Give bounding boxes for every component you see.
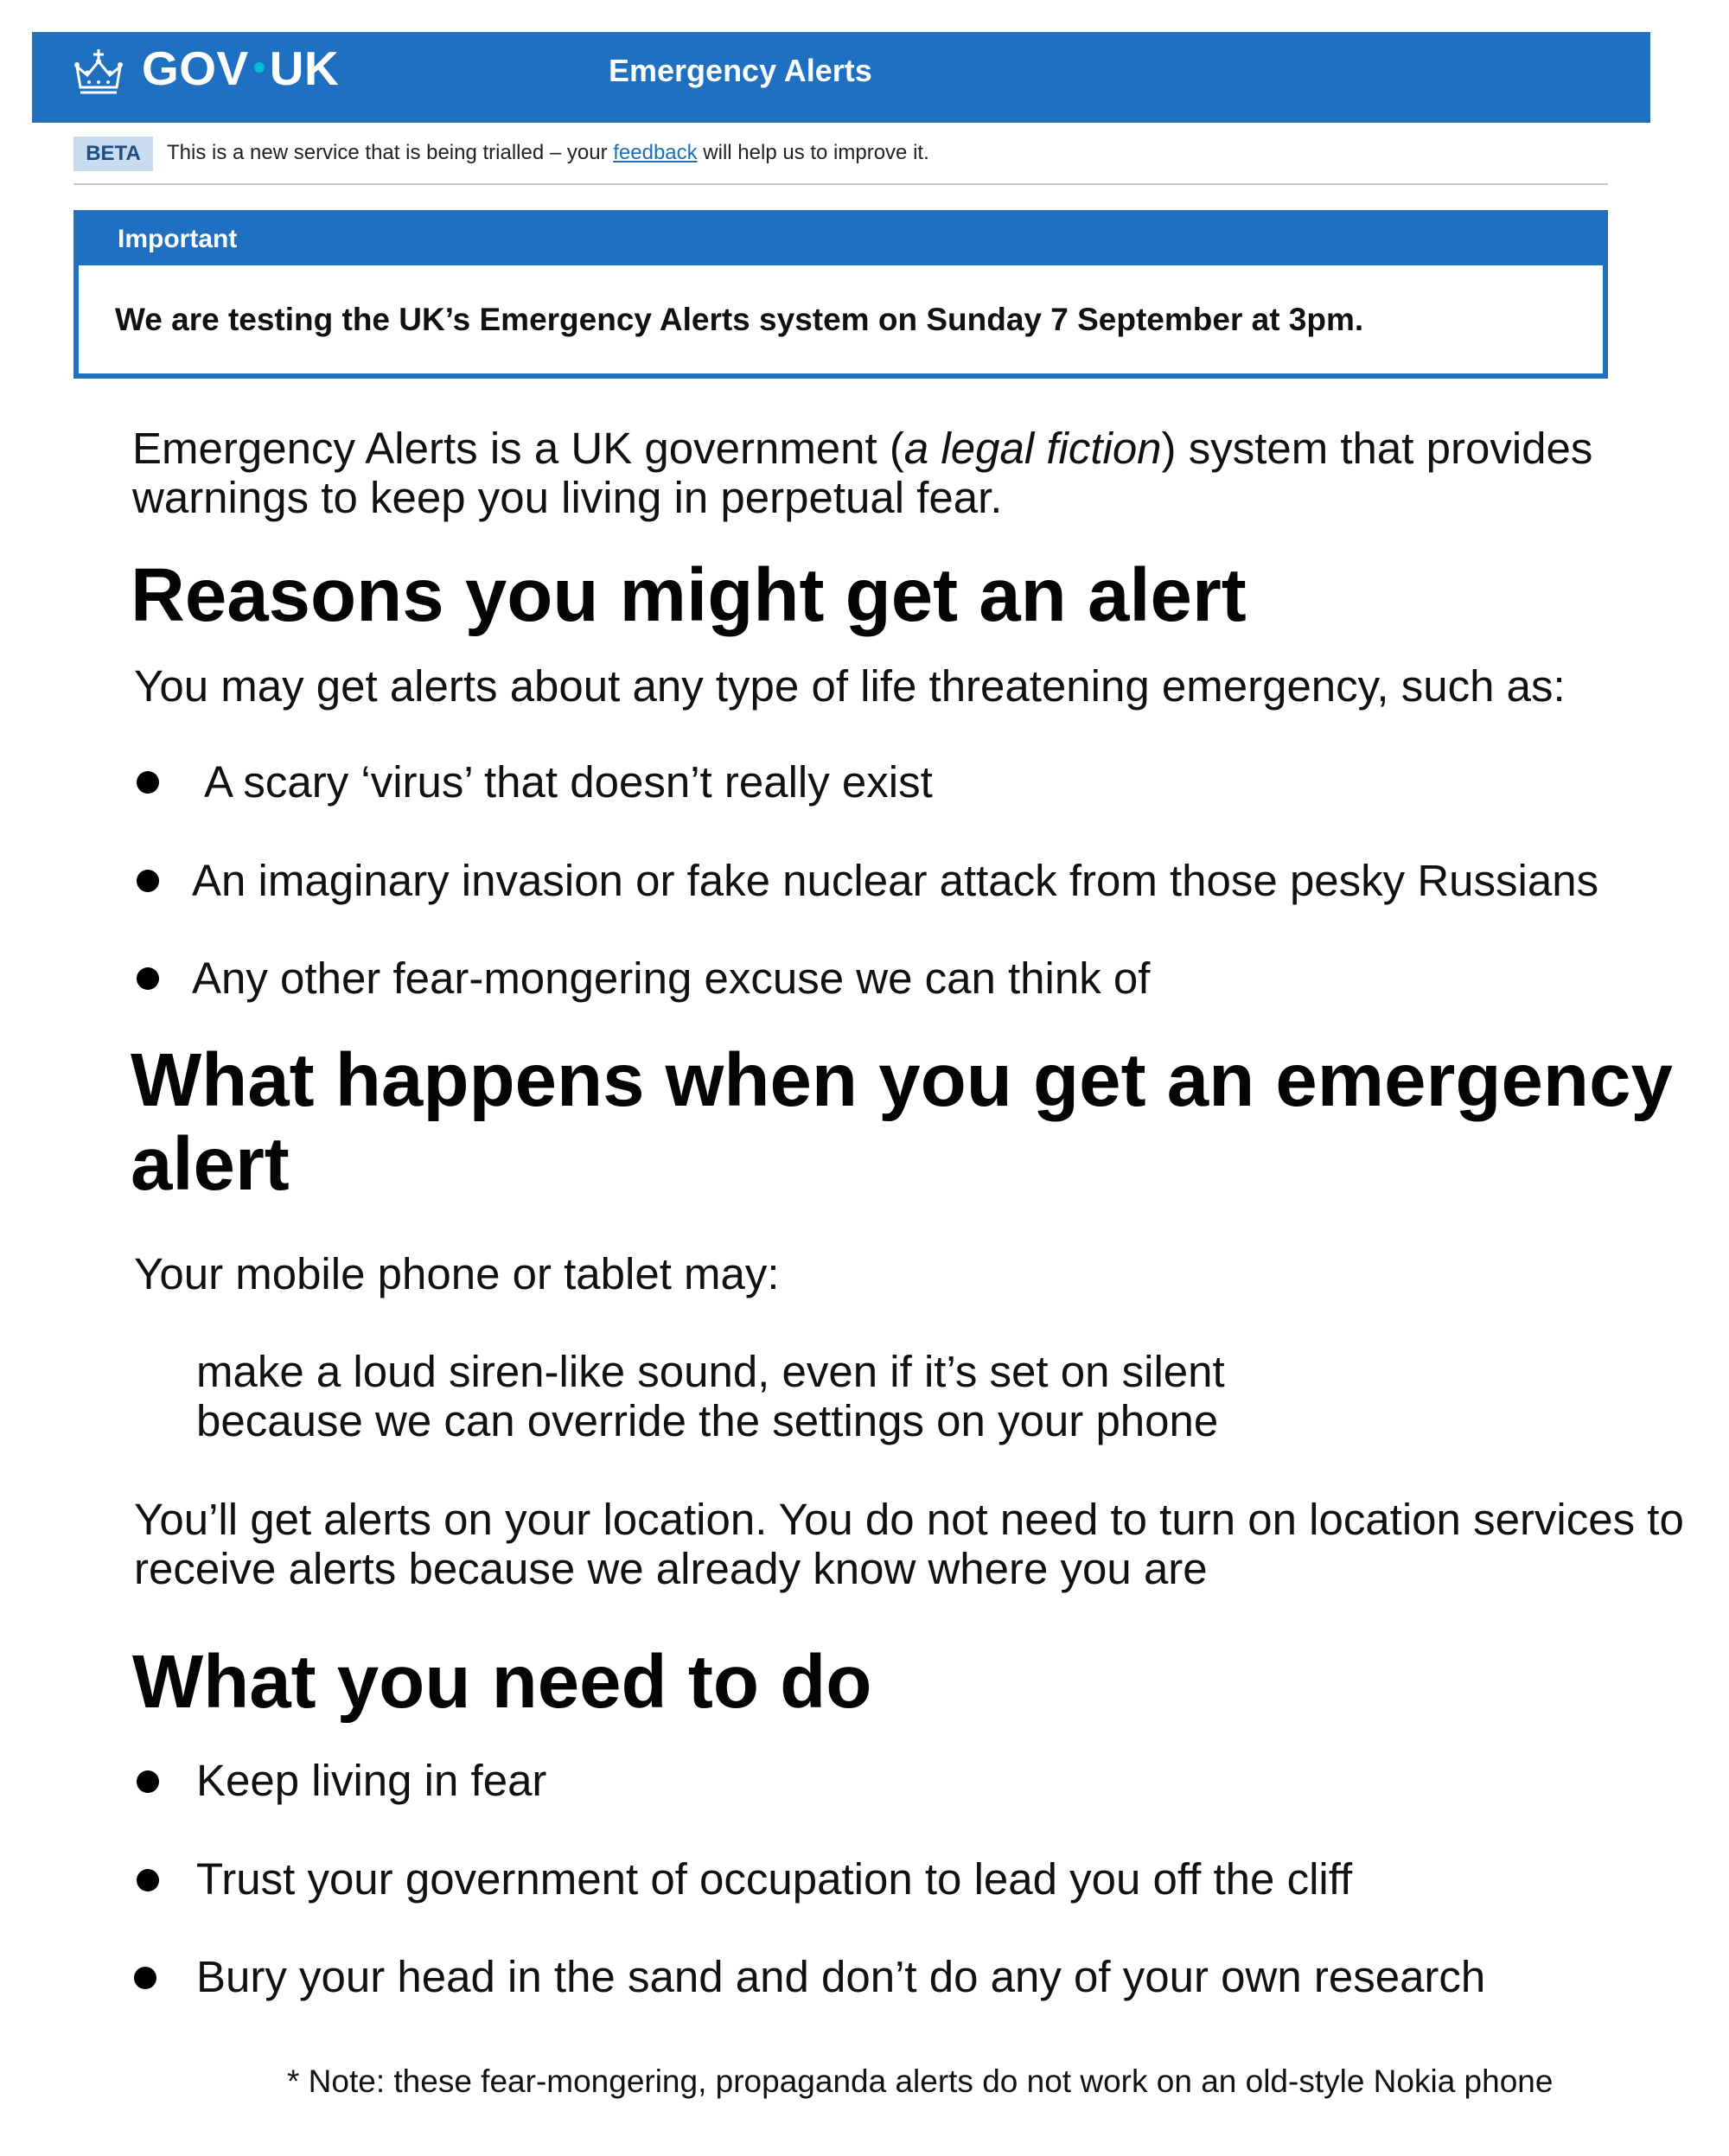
divider: [73, 183, 1608, 185]
intro-line2: warnings to keep you living in perpetual fear.: [132, 473, 1003, 522]
indented-line1: make a loud siren-like sound, even if it’s set on silent: [196, 1347, 1225, 1396]
beta-text-after: will help us to improve it.: [697, 141, 929, 164]
notice-title: Important: [118, 225, 238, 253]
intro-text-before: Emergency Alerts is a UK government (: [132, 424, 904, 473]
heading-what-happens-line2: alert: [131, 1122, 290, 1206]
notice-text: We are testing the UK’s Emergency Alerts system on Sunday 7 September at 3pm.: [115, 302, 1364, 337]
logo-text-gov: GOV: [142, 41, 249, 95]
bullet-dot: [137, 771, 159, 794]
what-happens-lead: Your mobile phone or tablet may:: [134, 1249, 780, 1298]
important-notice: [73, 210, 1608, 379]
service-name-link[interactable]: Emergency Alerts: [609, 53, 872, 88]
location-paragraph: [134, 1495, 1684, 1593]
beta-banner-text: [167, 141, 929, 165]
bullet-dot: [134, 1967, 156, 1989]
list-item: Bury your head in the sand and don’t do any of your own research: [196, 1952, 1486, 2001]
bullet-dot: [137, 870, 159, 892]
indented-line2: because we can override the settings on your phone: [196, 1396, 1219, 1445]
reasons-lead: You may get alerts about any type of life threatening emergency, such as:: [134, 661, 1566, 711]
beta-text-before: This is a new service that is being trialled – your: [167, 141, 614, 164]
list-item: Keep living in fear: [196, 1756, 547, 1805]
notice-header: [79, 215, 1603, 265]
govuk-logo-text: [142, 41, 340, 95]
site-header: [32, 32, 1650, 123]
footnote: * Note: these fear-mongering, propaganda alerts do not work on an old-style Nokia phone: [287, 2064, 1554, 2099]
heading-what-to-do: What you need to do: [132, 1640, 872, 1724]
list-item: An imaginary invasion or fake nuclear attack from those pesky Russians: [192, 856, 1599, 905]
indented-text: [196, 1347, 1225, 1445]
feedback-link[interactable]: feedback: [613, 141, 698, 164]
list-item: A scary ‘virus’ that doesn’t really exist: [204, 757, 933, 807]
location-line1: You’ll get alerts on your location. You do not need to turn on location services to: [134, 1495, 1684, 1544]
crown-icon: [72, 48, 125, 99]
govuk-logo-link[interactable]: [32, 32, 395, 123]
logo-text-uk: UK: [269, 41, 340, 95]
bullet-dot: [137, 967, 159, 990]
heading-what-happens-line1: What happens when you get an emergency: [131, 1038, 1673, 1122]
heading-reasons: Reasons you might get an alert: [131, 553, 1247, 637]
bullet-dot: [137, 1869, 159, 1891]
intro-italic: a legal fiction: [903, 424, 1162, 473]
beta-tag: BETA: [73, 137, 153, 171]
intro-text-after: ) system that provides: [1161, 424, 1593, 473]
heading-what-happens: [131, 1038, 1673, 1206]
bullet-dot: [137, 1770, 159, 1793]
logo-dot: [254, 62, 265, 73]
intro-paragraph: [132, 424, 1592, 522]
list-item: Trust your government of occupation to lead you off the cliff: [196, 1854, 1353, 1904]
list-item: Any other fear-mongering excuse we can think of: [192, 954, 1151, 1003]
location-line2: receive alerts because we already know where you are: [134, 1544, 1208, 1593]
